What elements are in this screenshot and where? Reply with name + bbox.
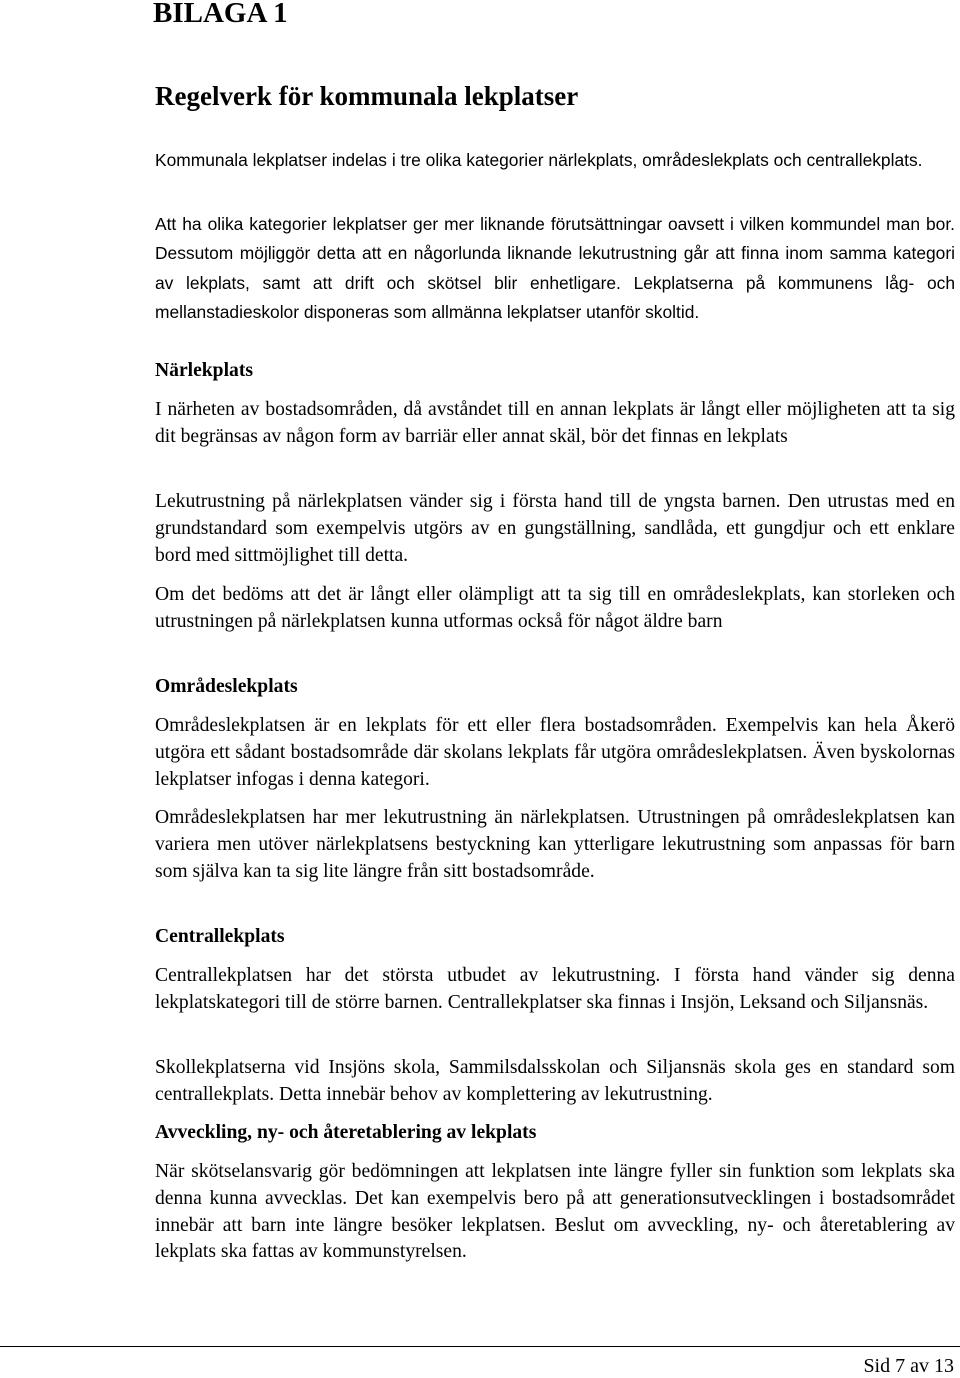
section-heading-centrallekplats: Centrallekplats — [155, 926, 285, 947]
intro-paragraph-1: Kommunala lekplatser indelas i tre olika kategorier närlekplats, områdeslekplats och centrallekplats. — [155, 150, 923, 170]
narlekplats-paragraph-3: Om det bedöms att det är långt eller olämpligt att ta sig till en områdeslekplats, kan storleken och utrustningen på närlekplatsen kunna utformas också för något äldre barn — [155, 584, 955, 632]
omradeslekplats-paragraph-1: Områdeslekplatsen är en lekplats för ett eller flera bostadsområden. Exempelvis kan hela Åkerö utgöra ett sådant bostadsområde där skolans lekplats får utgöra områdeslekplatsen. Även byskolornas lekplatser infogas i denna kategori. — [155, 715, 955, 790]
narlekplats-paragraph-1: I närheten av bostadsområden, då avståndet till en annan lekplats är långt eller möjligheten att ta sig dit begränsas av någon form av barriär eller annat skäl, bör det finnas en lekplats — [155, 399, 955, 447]
avveckling-paragraph-1: När skötselansvarig gör bedömningen att lekplatsen inte längre fyller sin funktion som lekplats ska denna kunna avvecklas. Det kan exempelvis bero på att generationsutvecklingen i bostadsområdet innebär att barn inte längre besöker lekplatsen. Beslut om avveckling, ny- och återetablering av lekplats ska fattas av kommunstyrelsen. — [155, 1161, 955, 1263]
intro-paragraph-2: Att ha olika kategorier lekplatser ger mer liknande förutsättningar oavsett i vilken kommundel man bor. Dessutom möjliggör detta att en någorlunda liknande lekutrustning går att finna inom samma kategori av lekplats, samt att drift och skötsel blir enhetligare. Lekplatserna på kommunens låg- och mellanstadieskolor disponeras som allmänna lekplatser utanför skoltid. — [155, 214, 955, 323]
page-number: Sid 7 av 13 — [863, 1355, 954, 1377]
centrallekplats-paragraph-2: Skollekplatserna vid Insjöns skola, Sammilsdalsskolan och Siljansnäs skola ges en standard som centrallekplats. Detta innebär behov av komplettering av lekutrustning. — [155, 1057, 955, 1105]
section-heading-avveckling: Avveckling, ny- och återetablering av lekplats — [155, 1122, 537, 1143]
section-heading-narlekplats: Närlekplats — [155, 360, 253, 381]
footer-divider — [0, 1346, 960, 1347]
omradeslekplats-paragraph-2: Områdeslekplatsen har mer lekutrustning än närlekplatsen. Utrustningen på områdeslekplatsen kan variera men utöver närlekplatsens bestyckning kan ytterligare lekutrustning som anpassas för barn som själva kan ta sig lite längre från sitt bostadsområde. — [155, 807, 955, 882]
appendix-label: BILAGA 1 — [153, 0, 288, 29]
narlekplats-paragraph-2: Lekutrustning på närlekplatsen vänder sig i första hand till de yngsta barnen. Den utrustas med en grundstandard som exempelvis utgörs av en gungställning, sandlåda, ett gungdjur och ett enklare bord med sittmöjlighet till detta. — [155, 491, 955, 566]
document-title: Regelverk för kommunala lekplatser — [155, 81, 579, 111]
section-heading-omradeslekplats: Områdeslekplats — [155, 676, 298, 697]
centrallekplats-paragraph-1: Centrallekplatsen har det största utbudet av lekutrustning. I första hand vänder sig denna lekplatskategori till de större barnen. Centrallekplatser ska finnas i Insjön, Leksand och Siljansnäs. — [155, 965, 955, 1013]
